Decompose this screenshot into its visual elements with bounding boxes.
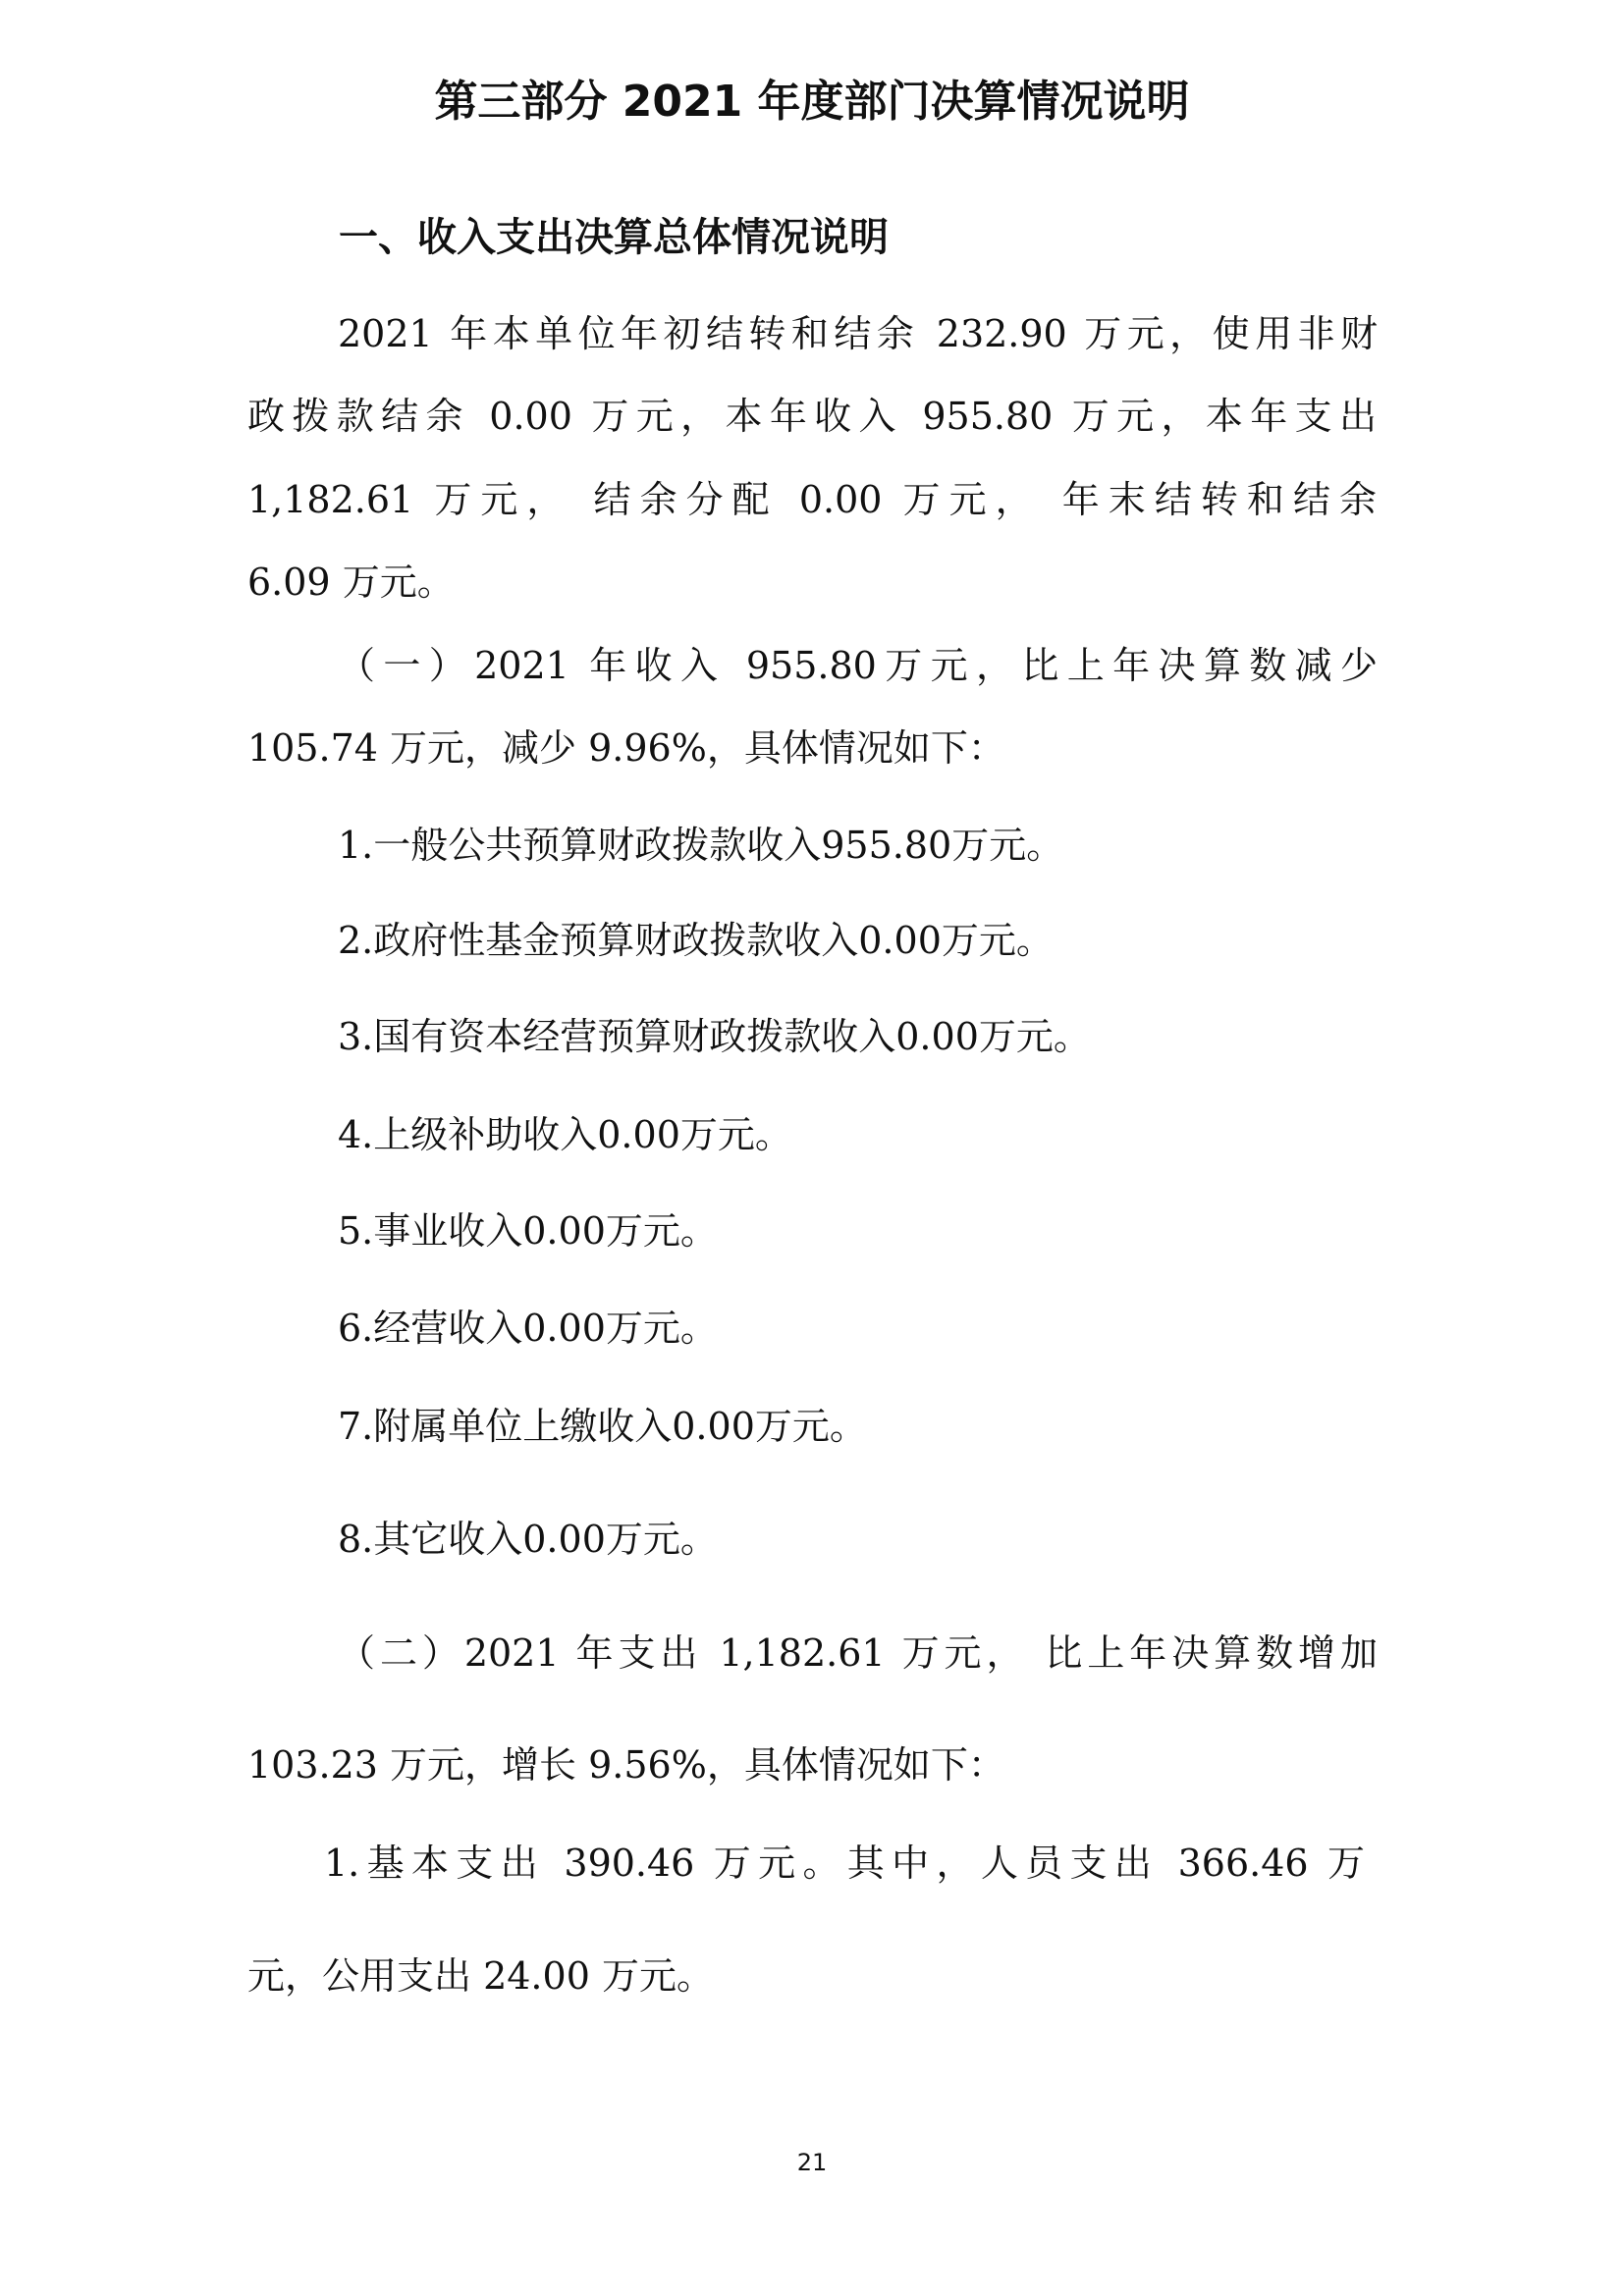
income-item: 8.其它收入0.00万元。 [338, 1518, 718, 1561]
summary-line-3: 1,182.61 万元， 结余分配 0.00 万元， 年末结转和结余 [247, 478, 1377, 521]
income-heading-line-2: 105.74 万元，减少 9.96%，具体情况如下： [247, 726, 1005, 770]
expenditure-heading-line-2: 103.23 万元，增长 9.56%，具体情况如下： [247, 1743, 1005, 1787]
income-item: 4.上级补助收入0.00万元。 [338, 1113, 792, 1156]
page-title: 第三部分 2021 年度部门决算情况说明 [434, 77, 1190, 127]
expenditure-heading-line-1: （二）2021 年支出 1,182.61 万元， 比上年决算数增加 [338, 1631, 1378, 1675]
expenditure-item-line-1: 1.基本支出 390.46 万元。其中，人员支出 366.46 万 [324, 1842, 1365, 1885]
summary-line-4: 6.09 万元。 [247, 561, 455, 604]
expenditure-item-line-2: 元，公用支出 24.00 万元。 [247, 1954, 714, 1998]
summary-line-2: 政拨款结余 0.00 万元，本年收入 955.80 万元，本年支出 [247, 395, 1377, 438]
income-heading-line-1: （一）2021 年收入 955.80万元，比上年决算数减少 [338, 644, 1378, 687]
summary-line-1: 2021 年本单位年初结转和结余 232.90 万元，使用非财 [338, 312, 1378, 355]
income-item: 5.事业收入0.00万元。 [338, 1209, 718, 1253]
income-item: 6.经营收入0.00万元。 [338, 1307, 718, 1350]
income-item: 7.附属单位上缴收入0.00万元。 [338, 1405, 867, 1448]
income-item: 3.国有资本经营预算财政拨款收入0.00万元。 [338, 1015, 1091, 1058]
income-item: 2.政府性基金预算财政拨款收入0.00万元。 [338, 919, 1054, 962]
income-item: 1.一般公共预算财政拨款收入955.80万元。 [338, 824, 1064, 867]
page-number: 21 [796, 2149, 828, 2176]
section-heading: 一、收入支出决算总体情况说明 [339, 215, 889, 260]
